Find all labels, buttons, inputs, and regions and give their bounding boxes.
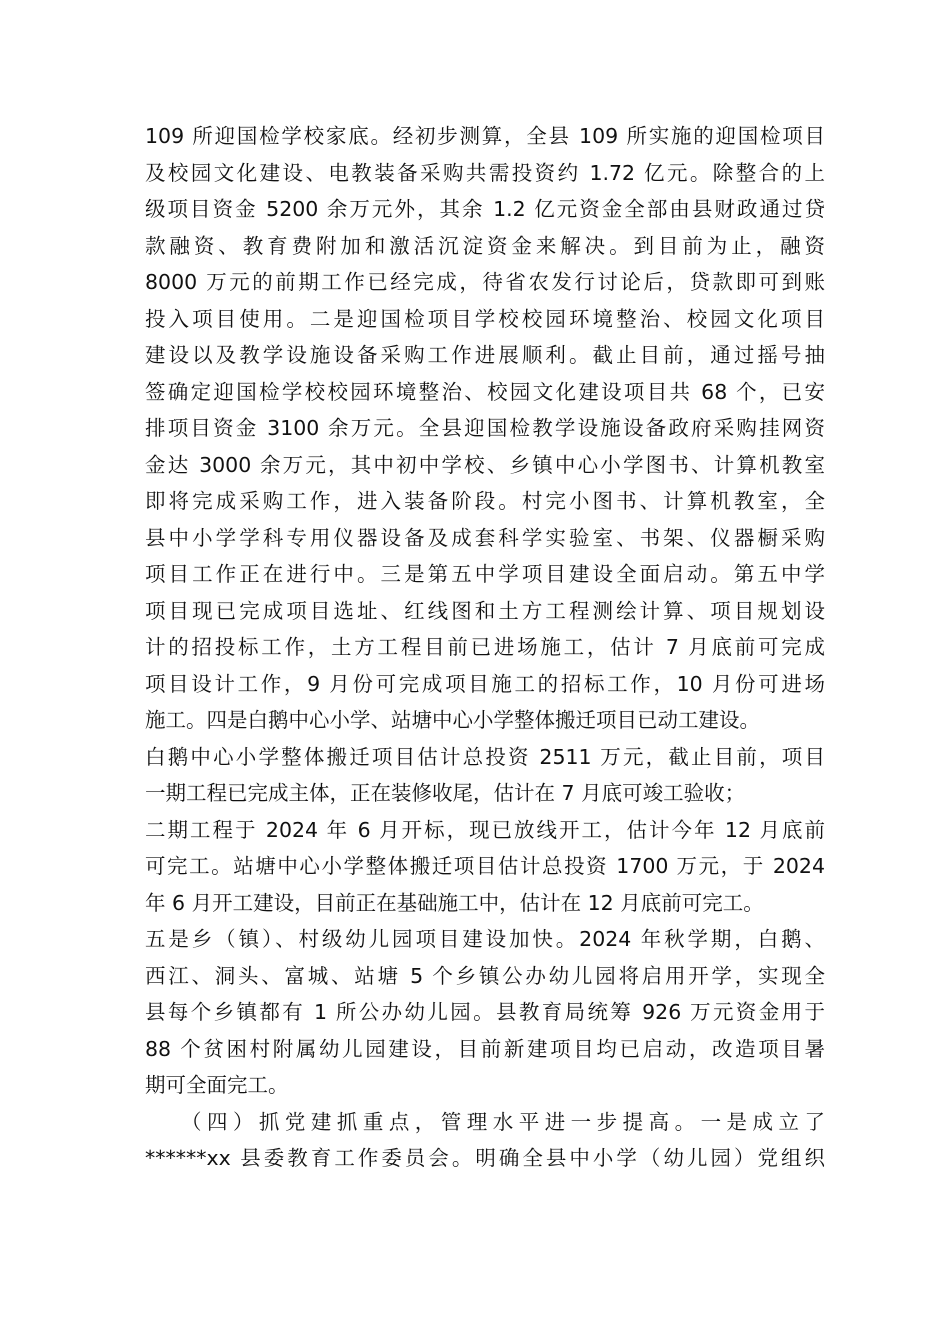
body-line: 签确定迎国检学校校园环境整治、校园文化建设项目共 68 个，已安	[145, 379, 825, 404]
body-line: 建设以及教学设施设备采购工作进展顺利。截止目前，通过摇号抽	[145, 343, 825, 367]
body-line: 白鹅中心小学整体搬迁项目估计总投资 2511 万元，截止目前，项目	[145, 744, 825, 769]
body-line: 项目现已完成项目选址、红线图和土方工程测绘计算、项目规划设	[145, 598, 825, 623]
body-line: 投入项目使用。二是迎国检项目学校校园环境整治、校园文化项目	[145, 306, 825, 331]
body-line: 金达 3000 余万元，其中初中学校、乡镇中心小学图书、计算机教室	[145, 452, 825, 477]
body-line: 县中小学学科专用仪器设备及成套科学实验室、书架、仪器橱采购	[145, 525, 825, 550]
body-line: 西江、洞头、富城、站塘 5 个乡镇公办幼儿园将启用开学，实现全	[145, 963, 825, 988]
body-line: 二期工程于 2024 年 6 月开标，现已放线开工，估计今年 12 月底前	[145, 817, 825, 842]
body-line: 排项目资金 3100 余万元。全县迎国检教学设施设备政府采购挂网资	[145, 416, 825, 440]
section-heading-line: （四）抓党建抓重点，管理水平进一步提高。一是成立了	[181, 1109, 825, 1134]
body-line: 88 个贫困村附属幼儿园建设，目前新建项目均已启动，改造项目暑	[145, 1036, 825, 1061]
body-line: 计的招投标工作，土方工程目前已进场施工，估计 7 月底前可完成	[145, 635, 825, 659]
body-line: 即将完成采购工作，进入装备阶段。村完小图书、计算机教室，全	[145, 489, 825, 513]
body-line: 施工。四是白鹅中心小学、站塘中心小学整体搬迁项目已动工建设。	[145, 708, 760, 732]
body-line: 及校园文化建设、电教装备采购共需投资约 1.72 亿元。除整合的上	[145, 160, 825, 185]
body-line: 五是乡（镇）、村级幼儿园项目建设加快。2024 年秋学期，白鹅、	[145, 927, 825, 951]
body-line: 109 所迎国检学校家底。经初步测算，全县 109 所实施的迎国检项目	[145, 124, 825, 148]
body-line: 县每个乡镇都有 1 所公办幼儿园。县教育局统筹 926 万元资金用于	[145, 1000, 825, 1024]
body-line: 项目工作正在进行中。三是第五中学项目建设全面启动。第五中学	[145, 562, 825, 586]
body-line: 项目设计工作，9 月份可完成项目施工的招标工作，10 月份可进场	[145, 671, 825, 696]
body-line: 8000 万元的前期工作已经完成，待省农发行讨论后，贷款即可到账	[145, 270, 825, 294]
document-body	[145, 118, 825, 1177]
body-line: 可完工。站塘中心小学整体搬迁项目估计总投资 1700 万元，于 2024	[145, 854, 825, 878]
body-line: 款融资、教育费附加和激活沉淀资金来解决。到目前为止，融资	[145, 233, 825, 258]
body-line: 一期工程已完成主体，正在装修收尾，估计在 7 月底可竣工验收；	[145, 781, 746, 805]
body-line: 年 6 月开工建设，目前正在基础施工中，估计在 12 月底前可完工。	[145, 890, 764, 915]
body-line-paragraph-end: 期可全面完工。	[145, 1073, 289, 1097]
body-line: 级项目资金 5200 余万元外，其余 1.2 亿元资金全部由县财政通过贷	[145, 197, 825, 221]
body-line: ******xx 县委教育工作委员会。明确全县中小学（幼儿园）党组织	[145, 1146, 825, 1170]
